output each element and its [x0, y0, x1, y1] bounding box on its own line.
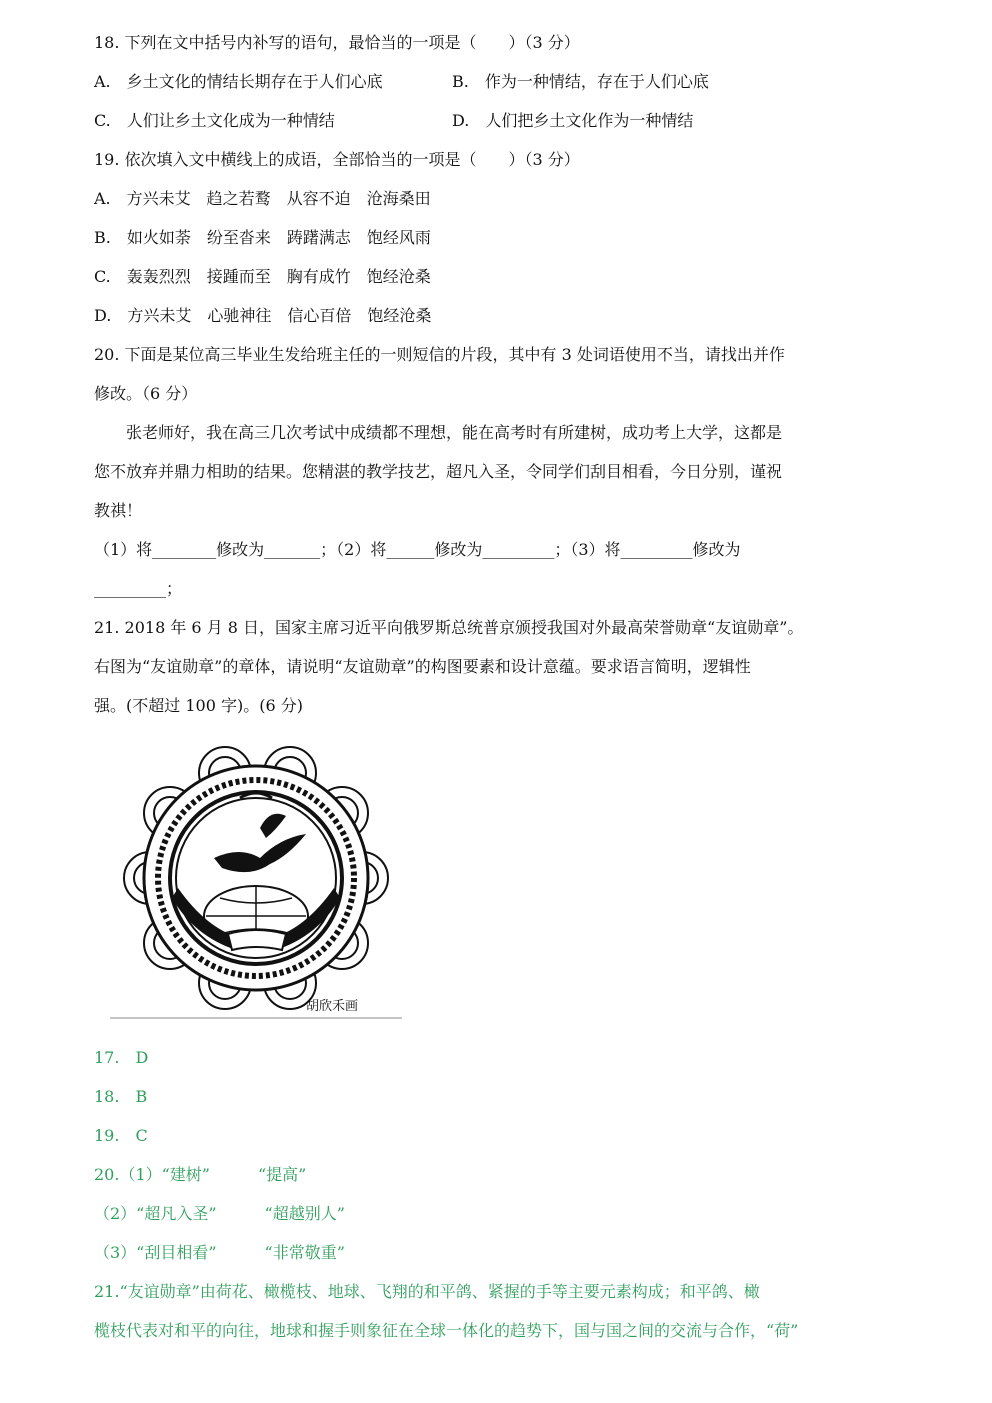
answer-20-part3: （3）“刮目相看” “非常敬重”	[94, 1243, 345, 1262]
q19-option-c: C. 轰轰烈烈 接踵而至 胸有成竹 饱经沧桑	[94, 267, 431, 286]
q18-option-a: A. 乡土文化的情结长期存在于人们心底	[94, 72, 383, 91]
q19-option-a: A. 方兴未艾 趋之若鹜 从容不迫 沧海桑田	[94, 189, 431, 208]
medal-caption: 胡欣禾画	[306, 999, 359, 1014]
friendship-medal-image	[110, 738, 402, 1024]
q18-stem: 18. 下列在文中括号内补写的语句，最恰当的一项是（ ）（3 分）	[94, 33, 580, 52]
q19-option-b: B. 如火如荼 纷至沓来 踌躇满志 饱经风雨	[94, 228, 431, 247]
q21-stem-line2: 右图为“友谊勋章”的章体，请说明“友谊勋章”的构图要素和设计意蕴。要求语言简明，逻辑性	[94, 657, 751, 676]
answer-21-line2: 榄枝代表对和平的向往，地球和握手则象征在全球一体化的趋势下，国与国之间的交流与合作，“荷”	[94, 1321, 799, 1340]
q20-blanks-line1: （1）将________修改为_______；（2）将______修改为_________；（3）将_________修改为	[94, 540, 741, 559]
q20-blanks-line2: _________；	[94, 579, 183, 598]
q20-stem-line2: 修改。（6 分）	[94, 384, 198, 403]
q21-stem-line3: 强。(不超过 100 字)。(6 分)	[94, 696, 303, 715]
answer-18: 18. B	[94, 1087, 148, 1106]
answer-20-part2: （2）“超凡入圣” “超越别人”	[94, 1204, 345, 1223]
q18-option-b: B. 作为一种情结，存在于人们心底	[452, 72, 709, 91]
handshake-icon	[228, 930, 286, 950]
answer-17: 17. D	[94, 1048, 149, 1067]
q19-option-d: D. 方兴未艾 心驰神往 信心百倍 饱经沧桑	[94, 306, 432, 325]
q20-stem-line1: 20. 下面是某位高三毕业生发给班主任的一则短信的片段，其中有 3 处词语使用不当，请找出并作	[94, 345, 785, 364]
q21-stem-line1: 21. 2018 年 6 月 8 日，国家主席习近平向俄罗斯总统普京颁授我国对外最高荣誉勋章“友谊勋章”。	[94, 618, 804, 637]
q20-message-line1: 张老师好，我在高三几次考试中成绩都不理想，能在高考时有所建树，成功考上大学，这都是	[94, 423, 783, 442]
q19-stem: 19. 依次填入文中横线上的成语，全部恰当的一项是（ ）（3 分）	[94, 150, 580, 169]
medal-drawing	[110, 738, 402, 1024]
q18-option-c: C. 人们让乡土文化成为一种情结	[94, 111, 335, 130]
answer-19: 19. C	[94, 1126, 148, 1145]
answer-20-part1: 20.（1）“建树” “提高”	[94, 1165, 307, 1184]
q20-message-line3: 教祺！	[94, 501, 143, 520]
q18-option-d: D. 人们把乡土文化作为一种情结	[452, 111, 694, 130]
q20-message-line2: 您不放弃并鼎力相助的结果。您精湛的教学技艺，超凡入圣，令同学们刮目相看，今日分别，谨祝	[94, 462, 783, 481]
answer-21-line1: 21.“友谊勋章”由荷花、橄榄枝、地球、飞翔的和平鸽、紧握的手等主要元素构成；和平鸽、橄	[94, 1282, 760, 1301]
